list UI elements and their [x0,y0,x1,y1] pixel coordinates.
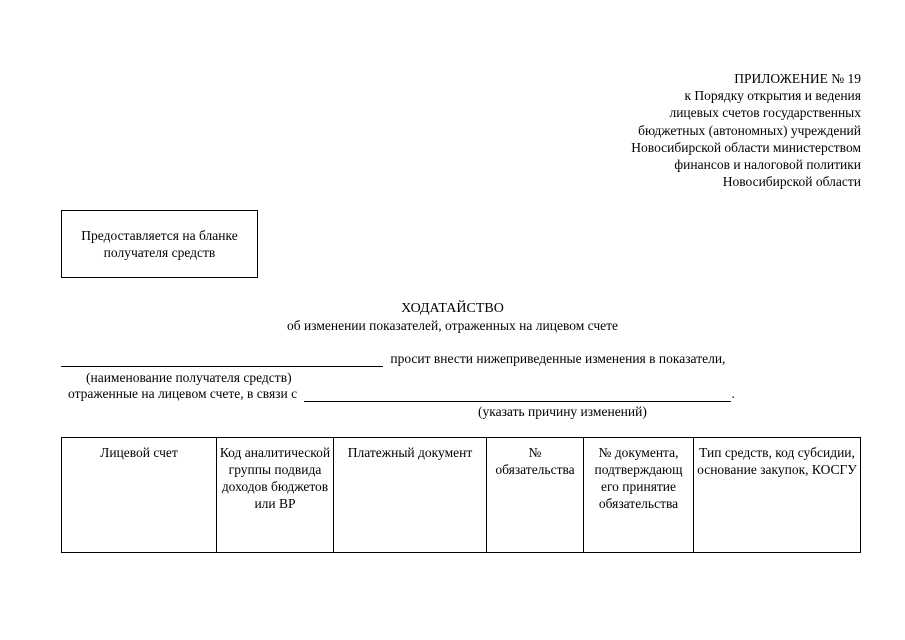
col-header-funds-type: Тип средств, код субсидии, основание закупок, КОСГУ [694,438,861,553]
letterhead-note-line: получателя средств [103,245,216,260]
recipient-name-hint: (наименование получателя средств) [86,370,292,385]
document-title: ХОДАТАЙСТВО [401,301,504,316]
appendix-line: Новосибирской области [722,174,861,190]
appendix-line: Новосибирской области министерством [631,139,861,155]
letterhead-note-box [61,210,258,278]
col-header-analytic-code: Код аналитической группы подвида доходов бюджетов или ВР [217,438,334,553]
col-header-payment-doc: Платежный документ [334,438,487,553]
col-header-account: Лицевой счет [62,438,217,553]
appendix-line: бюджетных (автономных) учреждений [638,122,861,138]
appendix-line: к Порядку открытия и ведения [684,88,861,104]
reason-field[interactable] [304,386,731,402]
request-line [61,351,725,367]
reason-text: отраженные на лицевом счете, в связи с [68,386,298,401]
appendix-line: лицевых счетов государственных [669,105,861,121]
reason-end: . [731,386,735,401]
appendix-line: финансов и налоговой политики [674,157,861,173]
appendix-title: ПРИЛОЖЕНИЕ № 19 [734,71,861,86]
changes-table [61,437,861,553]
recipient-name-field[interactable] [61,351,383,367]
col-header-document-no: № документа, подтверждающ его принятие обязательства [584,438,694,553]
letterhead-note-line: Предоставляется на бланке [81,228,238,243]
document-subtitle: об изменении показателей, отраженных на лицевом счете [286,318,619,333]
appendix-header [631,70,861,190]
reason-line [68,386,735,402]
reason-hint: (указать причину изменений) [478,404,647,419]
request-text: просит внести нижеприведенные изменения в показатели, [390,351,726,366]
table-header-row [62,438,861,553]
col-header-obligation-no: № обязательства [487,438,584,553]
